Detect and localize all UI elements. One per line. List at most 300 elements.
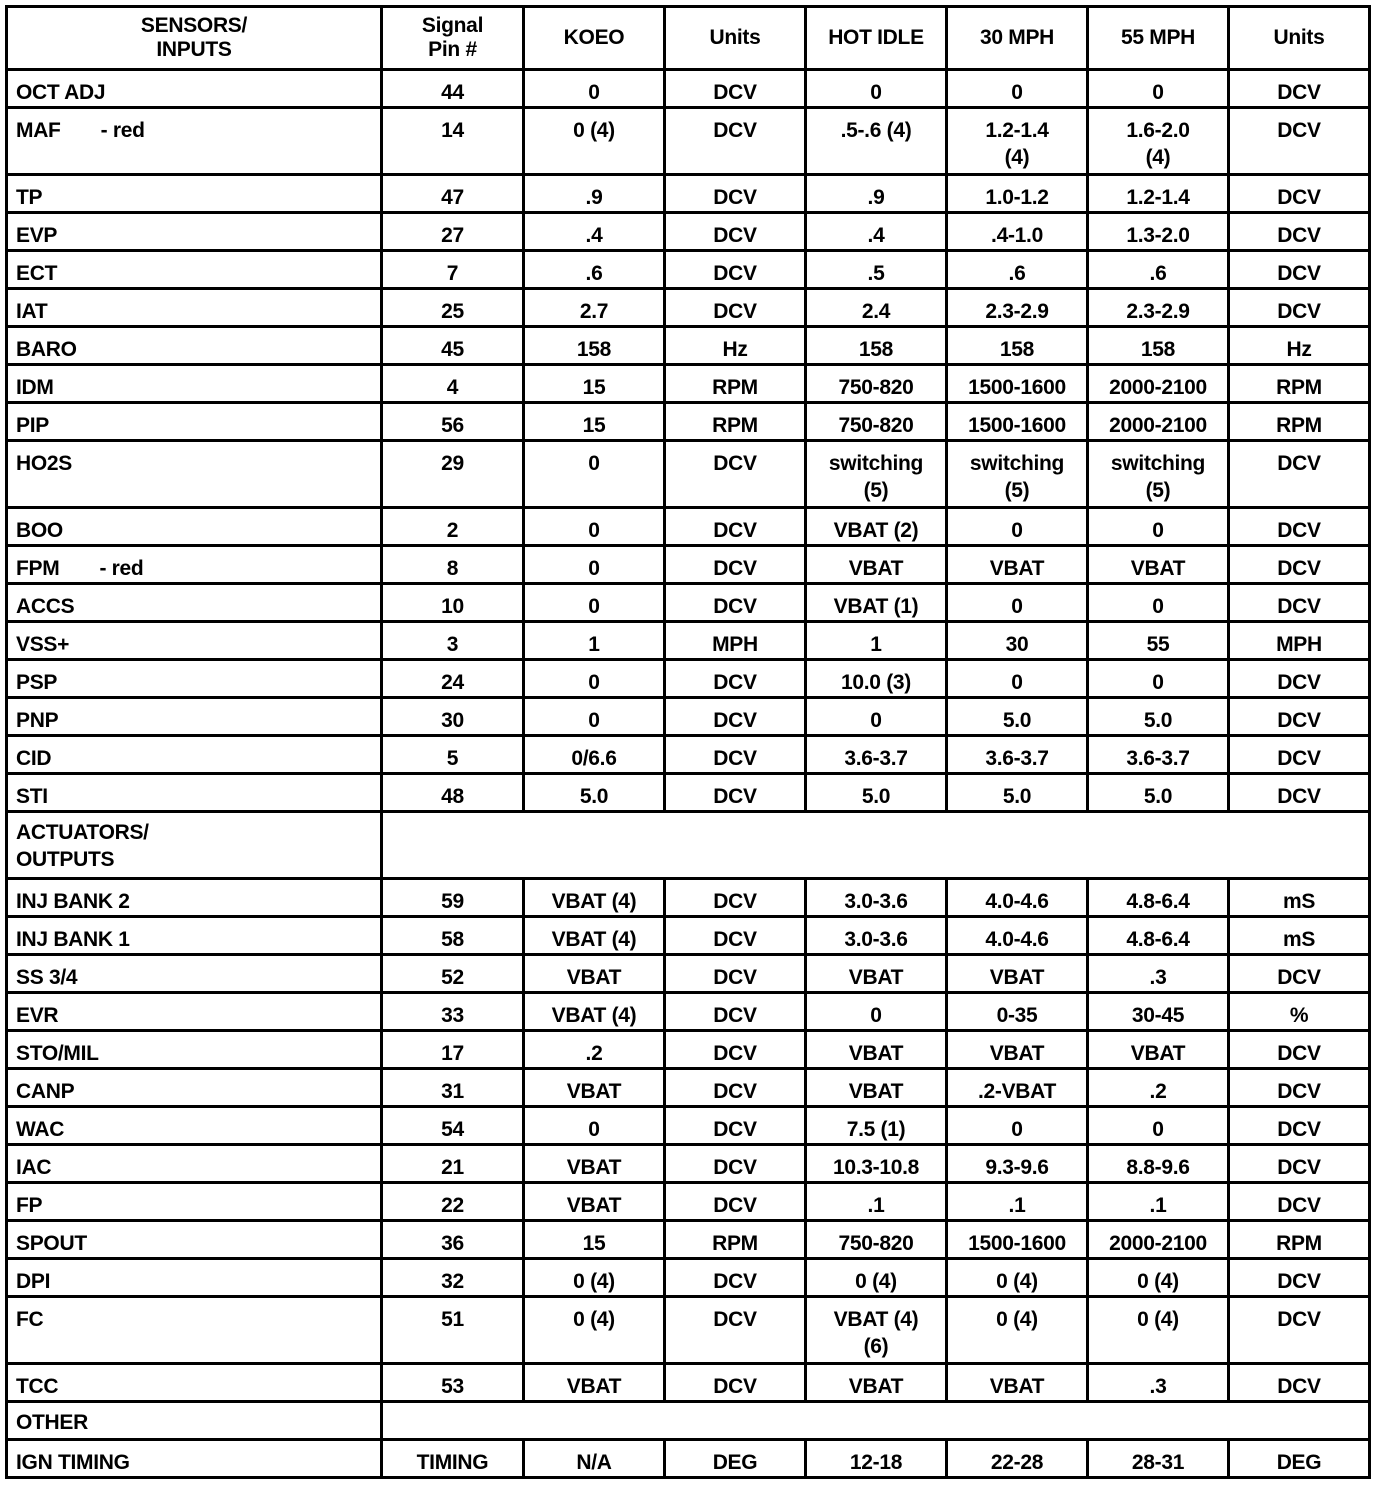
koeo-cell: 0: [524, 660, 665, 698]
signal-name: OCT ADJ: [16, 81, 106, 104]
units-2-cell: DCV: [1229, 1031, 1370, 1069]
mph-30-cell: 30: [947, 622, 1088, 660]
signal-pin-cell: 54: [382, 1107, 524, 1145]
koeo-cell: 0 (4): [524, 108, 665, 175]
signal-name: INJ BANK 2: [16, 890, 130, 913]
mph-55-cell: .6: [1088, 251, 1229, 289]
units-cell: DCV: [665, 1145, 806, 1183]
koeo-cell: .2: [524, 1031, 665, 1069]
signal-name: ECT: [16, 262, 58, 285]
mph-30-cell: 0-35: [947, 993, 1088, 1031]
hot-idle-cell: VBAT: [806, 546, 947, 584]
hot-idle-cell: 750-820: [806, 365, 947, 403]
koeo-cell: VBAT (4): [524, 917, 665, 955]
units-cell: DCV: [665, 546, 806, 584]
signal-name: STI: [16, 785, 48, 808]
signal-pin-cell: 30: [382, 698, 524, 736]
units-cell: DCV: [665, 736, 806, 774]
hot-idle-cell: 750-820: [806, 1221, 947, 1259]
wire-color-note: - red: [100, 119, 145, 142]
actuators-section: [7, 812, 1370, 879]
koeo-cell: 0: [524, 546, 665, 584]
signal-pin-cell: 31: [382, 1069, 524, 1107]
hot-idle-cell: 1: [806, 622, 947, 660]
units-cell: DCV: [665, 1069, 806, 1107]
table-row: [7, 175, 1370, 213]
units-2-cell: mS: [1229, 917, 1370, 955]
units-cell: DCV: [665, 213, 806, 251]
units-2-cell: %: [1229, 993, 1370, 1031]
table-row: [7, 403, 1370, 441]
signal-name: VSS+: [16, 633, 70, 656]
signal-name: IDM: [16, 376, 54, 399]
hot-idle-cell: 3.6-3.7: [806, 736, 947, 774]
koeo-cell: VBAT: [524, 955, 665, 993]
units-cell: MPH: [665, 622, 806, 660]
mph-55-cell: 0 (4): [1088, 1297, 1229, 1364]
mph-55-cell: 1.6-2.0 (4): [1088, 108, 1229, 175]
koeo-cell: 15: [524, 365, 665, 403]
table-row: [7, 1259, 1370, 1297]
mph-30-cell: 5.0: [947, 698, 1088, 736]
signal-name-cell: [7, 1440, 382, 1478]
hot-idle-cell: 0: [806, 993, 947, 1031]
koeo-cell: VBAT: [524, 1183, 665, 1221]
units-cell: DCV: [665, 441, 806, 508]
table-row: [7, 289, 1370, 327]
other-section-label: OTHER: [7, 1402, 382, 1440]
signal-name: BARO: [16, 338, 77, 361]
table-row: [7, 622, 1370, 660]
mph-55-cell: 0: [1088, 1107, 1229, 1145]
signal-pin-cell: TIMING: [382, 1440, 524, 1478]
signal-name-cell: [7, 917, 382, 955]
units-2-cell: DCV: [1229, 289, 1370, 327]
hot-idle-cell: 7.5 (1): [806, 1107, 947, 1145]
mph-30-cell: 1500-1600: [947, 403, 1088, 441]
signal-pin-cell: 47: [382, 175, 524, 213]
signal-name: DPI: [16, 1270, 51, 1293]
signal-name: PNP: [16, 709, 59, 732]
koeo-cell: 0: [524, 508, 665, 546]
table-row: [7, 660, 1370, 698]
signal-name: MAF: [16, 119, 61, 142]
signal-pin-cell: 2: [382, 508, 524, 546]
signal-name-cell: [7, 1145, 382, 1183]
signal-name: HO2S: [16, 452, 72, 475]
mph-55-cell: 2.3-2.9: [1088, 289, 1229, 327]
wire-color-note: - red: [99, 557, 144, 580]
hot-idle-cell: VBAT: [806, 1069, 947, 1107]
units-cell: DCV: [665, 584, 806, 622]
table-row: [7, 736, 1370, 774]
signal-name-cell: [7, 441, 382, 508]
sensor-rows: [7, 70, 1370, 812]
units-cell: Hz: [665, 327, 806, 365]
table-row: [7, 108, 1370, 175]
signal-pin-cell: 32: [382, 1259, 524, 1297]
mph-55-cell: 0: [1088, 660, 1229, 698]
units-cell: DCV: [665, 917, 806, 955]
mph-55-cell: 0: [1088, 584, 1229, 622]
koeo-cell: 0: [524, 441, 665, 508]
table-row: [7, 1440, 1370, 1478]
koeo-cell: 0: [524, 1107, 665, 1145]
mph-55-cell: 3.6-3.7: [1088, 736, 1229, 774]
mph-55-cell: 5.0: [1088, 698, 1229, 736]
signal-pin-cell: 5: [382, 736, 524, 774]
mph-30-cell: 0: [947, 660, 1088, 698]
mph-30-cell: 0 (4): [947, 1259, 1088, 1297]
hot-idle-cell: 158: [806, 327, 947, 365]
hot-idle-cell: VBAT: [806, 955, 947, 993]
signal-name-cell: [7, 1364, 382, 1402]
units-2-cell: DCV: [1229, 698, 1370, 736]
koeo-cell: 0 (4): [524, 1297, 665, 1364]
signal-name: FPM: [16, 557, 60, 580]
signal-pin-cell: 21: [382, 1145, 524, 1183]
koeo-cell: 15: [524, 403, 665, 441]
table-header-row: [7, 7, 1370, 70]
mph-30-cell: 0: [947, 508, 1088, 546]
section-header-row: [7, 812, 1370, 879]
hot-idle-cell: .4: [806, 213, 947, 251]
koeo-cell: 158: [524, 327, 665, 365]
mph-30-cell: 0: [947, 584, 1088, 622]
units-cell: DCV: [665, 1364, 806, 1402]
units-cell: DCV: [665, 289, 806, 327]
mph-30-cell: 0 (4): [947, 1297, 1088, 1364]
mph-30-cell: 3.6-3.7: [947, 736, 1088, 774]
koeo-cell: VBAT: [524, 1364, 665, 1402]
units-2-cell: RPM: [1229, 365, 1370, 403]
other-section: [7, 1402, 1370, 1440]
section-blank-cell: [382, 812, 1370, 879]
units-2-cell: DCV: [1229, 108, 1370, 175]
mph-55-cell: 1.3-2.0: [1088, 213, 1229, 251]
signal-name-cell: [7, 879, 382, 917]
mph-55-cell: 5.0: [1088, 774, 1229, 812]
koeo-cell: 0/6.6: [524, 736, 665, 774]
hot-idle-cell: .9: [806, 175, 947, 213]
mph-55-cell: 0: [1088, 508, 1229, 546]
units-2-cell: DCV: [1229, 955, 1370, 993]
signal-name: TP: [16, 186, 43, 209]
mph-30-cell: 0: [947, 70, 1088, 108]
mph-55-cell: .1: [1088, 1183, 1229, 1221]
units-cell: DCV: [665, 955, 806, 993]
table-row: [7, 1145, 1370, 1183]
units-2-cell: DCV: [1229, 1259, 1370, 1297]
hot-idle-cell: VBAT (4) (6): [806, 1297, 947, 1364]
signal-name-cell: [7, 251, 382, 289]
mph-55-cell: 2000-2100: [1088, 365, 1229, 403]
table-row: [7, 213, 1370, 251]
units-cell: RPM: [665, 403, 806, 441]
koeo-cell: VBAT (4): [524, 993, 665, 1031]
table-row: [7, 251, 1370, 289]
signal-pin-cell: 58: [382, 917, 524, 955]
section-blank-cell: [382, 1402, 1370, 1440]
mph-30-cell: VBAT: [947, 1031, 1088, 1069]
signal-name-cell: [7, 70, 382, 108]
table-row: [7, 993, 1370, 1031]
units-cell: DCV: [665, 993, 806, 1031]
units-cell: DCV: [665, 879, 806, 917]
units-2-cell: DCV: [1229, 736, 1370, 774]
units-cell: DCV: [665, 508, 806, 546]
units-2-cell: DCV: [1229, 508, 1370, 546]
units-cell: DCV: [665, 1183, 806, 1221]
mph-30-cell: .6: [947, 251, 1088, 289]
mph-55-cell: VBAT: [1088, 1031, 1229, 1069]
table-row: [7, 917, 1370, 955]
mph-30-cell: 4.0-4.6: [947, 917, 1088, 955]
koeo-cell: 1: [524, 622, 665, 660]
mph-30-cell: 1500-1600: [947, 1221, 1088, 1259]
hot-idle-cell: 3.0-3.6: [806, 917, 947, 955]
signal-name: INJ BANK 1: [16, 928, 130, 951]
koeo-cell: N/A: [524, 1440, 665, 1478]
signal-name-cell: [7, 403, 382, 441]
mph-55-cell: 0 (4): [1088, 1259, 1229, 1297]
table-row: [7, 327, 1370, 365]
header-units: Units: [665, 7, 806, 70]
koeo-cell: 0: [524, 698, 665, 736]
actuators-section-label: ACTUATORS/ OUTPUTS: [7, 812, 382, 879]
mph-55-cell: 30-45: [1088, 993, 1229, 1031]
signal-name-cell: [7, 1221, 382, 1259]
signal-pin-cell: 53: [382, 1364, 524, 1402]
table-row: [7, 1107, 1370, 1145]
mph-30-cell: .4-1.0: [947, 213, 1088, 251]
units-2-cell: DCV: [1229, 1364, 1370, 1402]
hot-idle-cell: VBAT: [806, 1031, 947, 1069]
units-2-cell: DCV: [1229, 70, 1370, 108]
units-2-cell: DCV: [1229, 175, 1370, 213]
table-row: [7, 1221, 1370, 1259]
table-row: [7, 774, 1370, 812]
hot-idle-cell: switching (5): [806, 441, 947, 508]
signal-name: PSP: [16, 671, 58, 694]
signal-pin-cell: 10: [382, 584, 524, 622]
signal-pin-cell: 59: [382, 879, 524, 917]
signal-name: FP: [16, 1194, 43, 1217]
table-row: [7, 1069, 1370, 1107]
signal-pin-cell: 22: [382, 1183, 524, 1221]
units-2-cell: MPH: [1229, 622, 1370, 660]
signal-name-cell: [7, 955, 382, 993]
mph-30-cell: 1.0-1.2: [947, 175, 1088, 213]
signal-pin-cell: 27: [382, 213, 524, 251]
hot-idle-cell: 3.0-3.6: [806, 879, 947, 917]
units-cell: DCV: [665, 70, 806, 108]
units-2-cell: mS: [1229, 879, 1370, 917]
mph-30-cell: VBAT: [947, 1364, 1088, 1402]
units-cell: RPM: [665, 1221, 806, 1259]
signal-name-cell: [7, 993, 382, 1031]
koeo-cell: 2.7: [524, 289, 665, 327]
table-row: [7, 584, 1370, 622]
signal-name-cell: [7, 774, 382, 812]
table-row: [7, 879, 1370, 917]
signal-name-cell: [7, 175, 382, 213]
hot-idle-cell: 12-18: [806, 1440, 947, 1478]
signal-name: PIP: [16, 414, 49, 437]
table-row: [7, 955, 1370, 993]
koeo-cell: .6: [524, 251, 665, 289]
mph-30-cell: 4.0-4.6: [947, 879, 1088, 917]
table-row: [7, 70, 1370, 108]
signal-pin-cell: 4: [382, 365, 524, 403]
signal-pin-cell: 14: [382, 108, 524, 175]
signal-pin-cell: 48: [382, 774, 524, 812]
units-cell: RPM: [665, 365, 806, 403]
units-2-cell: DCV: [1229, 546, 1370, 584]
hot-idle-cell: 750-820: [806, 403, 947, 441]
units-2-cell: Hz: [1229, 327, 1370, 365]
table-row: [7, 508, 1370, 546]
signal-name: TCC: [16, 1375, 59, 1398]
signal-name-cell: [7, 1069, 382, 1107]
mph-55-cell: 8.8-9.6: [1088, 1145, 1229, 1183]
hot-idle-cell: .5-.6 (4): [806, 108, 947, 175]
pcm-pin-value-table: [5, 5, 1371, 1479]
signal-name: IAT: [16, 300, 48, 323]
units-2-cell: DCV: [1229, 213, 1370, 251]
signal-name-cell: [7, 660, 382, 698]
table-row: [7, 546, 1370, 584]
hot-idle-cell: .5: [806, 251, 947, 289]
koeo-cell: 0: [524, 584, 665, 622]
signal-pin-cell: 24: [382, 660, 524, 698]
mph-55-cell: 28-31: [1088, 1440, 1229, 1478]
units-2-cell: DEG: [1229, 1440, 1370, 1478]
mph-30-cell: 9.3-9.6: [947, 1145, 1088, 1183]
units-2-cell: RPM: [1229, 403, 1370, 441]
mph-55-cell: 2000-2100: [1088, 403, 1229, 441]
signal-pin-cell: 52: [382, 955, 524, 993]
hot-idle-cell: 10.3-10.8: [806, 1145, 947, 1183]
signal-pin-cell: 3: [382, 622, 524, 660]
signal-name: SS 3/4: [16, 966, 78, 989]
mph-30-cell: 5.0: [947, 774, 1088, 812]
koeo-cell: 0: [524, 70, 665, 108]
hot-idle-cell: 10.0 (3): [806, 660, 947, 698]
signal-pin-cell: 36: [382, 1221, 524, 1259]
signal-name-cell: [7, 584, 382, 622]
signal-name: EVR: [16, 1004, 59, 1027]
signal-name: ACCS: [16, 595, 75, 618]
units-cell: DCV: [665, 1031, 806, 1069]
signal-name-cell: [7, 213, 382, 251]
mph-55-cell: 55: [1088, 622, 1229, 660]
mph-30-cell: VBAT: [947, 546, 1088, 584]
hot-idle-cell: VBAT: [806, 1364, 947, 1402]
header-signal-pin: Signal Pin #: [382, 7, 524, 70]
signal-name-cell: [7, 1297, 382, 1364]
mph-30-cell: 1.2-1.4 (4): [947, 108, 1088, 175]
header-hot-idle: HOT IDLE: [806, 7, 947, 70]
header-sensors-inputs: SENSORS/ INPUTS: [7, 7, 382, 70]
signal-name-cell: [7, 1183, 382, 1221]
koeo-cell: VBAT (4): [524, 879, 665, 917]
header-55-mph: 55 MPH: [1088, 7, 1229, 70]
units-2-cell: DCV: [1229, 774, 1370, 812]
signal-name-cell: [7, 327, 382, 365]
units-cell: DCV: [665, 698, 806, 736]
signal-name-cell: [7, 108, 382, 175]
header-units-2: Units: [1229, 7, 1370, 70]
mph-55-cell: 1.2-1.4: [1088, 175, 1229, 213]
signal-pin-cell: 33: [382, 993, 524, 1031]
signal-name-cell: [7, 698, 382, 736]
mph-30-cell: .2-VBAT: [947, 1069, 1088, 1107]
table-row: [7, 698, 1370, 736]
signal-name-cell: [7, 546, 382, 584]
hot-idle-cell: 0: [806, 70, 947, 108]
units-2-cell: DCV: [1229, 660, 1370, 698]
units-cell: DCV: [665, 108, 806, 175]
mph-55-cell: 0: [1088, 70, 1229, 108]
koeo-cell: 0 (4): [524, 1259, 665, 1297]
mph-30-cell: switching (5): [947, 441, 1088, 508]
section-header-row: [7, 1402, 1370, 1440]
mph-30-cell: 0: [947, 1107, 1088, 1145]
hot-idle-cell: 0: [806, 698, 947, 736]
units-cell: DCV: [665, 1297, 806, 1364]
spec-sheet: [5, 5, 1371, 1479]
koeo-cell: VBAT: [524, 1069, 665, 1107]
units-2-cell: DCV: [1229, 1145, 1370, 1183]
units-2-cell: DCV: [1229, 1069, 1370, 1107]
signal-name: CID: [16, 747, 52, 770]
signal-pin-cell: 8: [382, 546, 524, 584]
hot-idle-cell: VBAT (1): [806, 584, 947, 622]
signal-name-cell: [7, 1031, 382, 1069]
signal-name-cell: [7, 622, 382, 660]
signal-name: CANP: [16, 1080, 75, 1103]
signal-pin-cell: 51: [382, 1297, 524, 1364]
signal-pin-cell: 7: [382, 251, 524, 289]
table-row: [7, 365, 1370, 403]
mph-55-cell: .2: [1088, 1069, 1229, 1107]
table-row: [7, 1031, 1370, 1069]
table-row: [7, 1297, 1370, 1364]
signal-pin-cell: 45: [382, 327, 524, 365]
hot-idle-cell: .1: [806, 1183, 947, 1221]
table-row: [7, 1183, 1370, 1221]
signal-pin-cell: 17: [382, 1031, 524, 1069]
hot-idle-cell: 5.0: [806, 774, 947, 812]
mph-55-cell: 2000-2100: [1088, 1221, 1229, 1259]
header-koeo: KOEO: [524, 7, 665, 70]
table-row: [7, 441, 1370, 508]
signal-name: BOO: [16, 519, 63, 542]
table-row: [7, 1364, 1370, 1402]
signal-pin-cell: 44: [382, 70, 524, 108]
units-2-cell: RPM: [1229, 1221, 1370, 1259]
mph-55-cell: 158: [1088, 327, 1229, 365]
mph-55-cell: 4.8-6.4: [1088, 917, 1229, 955]
signal-name: STO/MIL: [16, 1042, 99, 1065]
units-cell: DCV: [665, 251, 806, 289]
units-2-cell: DCV: [1229, 1297, 1370, 1364]
units-2-cell: DCV: [1229, 441, 1370, 508]
mph-30-cell: 2.3-2.9: [947, 289, 1088, 327]
mph-55-cell: VBAT: [1088, 546, 1229, 584]
signal-pin-cell: 56: [382, 403, 524, 441]
